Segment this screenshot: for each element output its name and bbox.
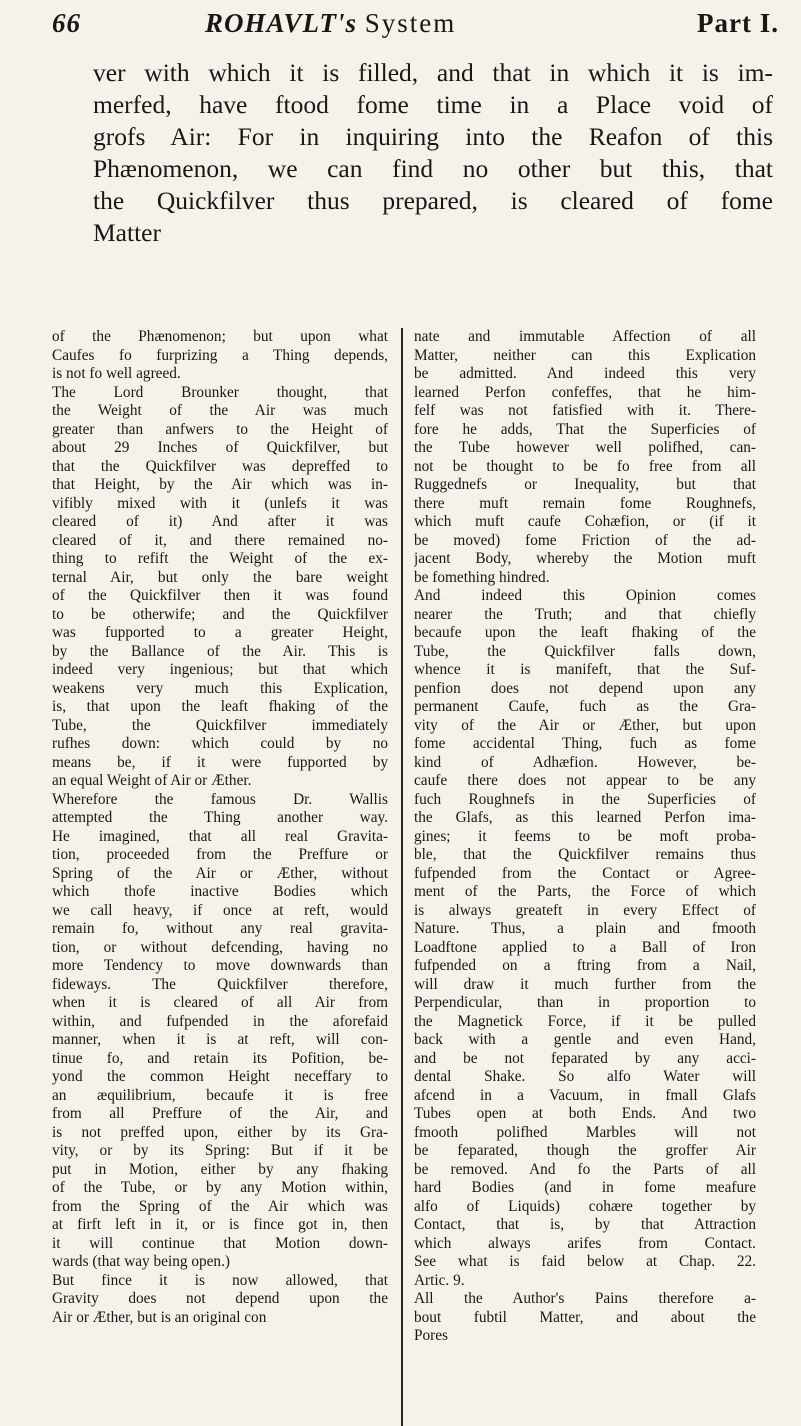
lead-line: the Quickfilver thus prepared, is cleared of fome bbox=[93, 186, 773, 215]
text-line: Nature. Thus, a plain and fmooth bbox=[414, 920, 756, 937]
text-line: Air or Æther, but is an original con bbox=[52, 1308, 267, 1326]
lead-line: merfed, have ftood fome time in a Place void of bbox=[93, 90, 773, 119]
text-line: tion, proceeded from the Preffure or bbox=[52, 846, 388, 863]
text-line: within, and fufpended in the aforefaid bbox=[52, 1012, 388, 1030]
text-line: weakens very much this Explication, bbox=[52, 679, 388, 697]
text-line: that the Quickfilver was depreffed to bbox=[52, 457, 388, 475]
text-line: bout fubtil Matter, and about the bbox=[414, 1308, 756, 1326]
text-line: which muft caufe Cohæfion, or (if it bbox=[414, 513, 756, 530]
text-line: be moved) fome Friction of the ad- bbox=[414, 531, 756, 549]
text-line: tion, or without defcending, having no bbox=[52, 938, 388, 956]
text-line: cleared of it) And after it was bbox=[52, 513, 388, 530]
text-line: the Glafs, as this learned Perfon ima- bbox=[414, 809, 756, 826]
text-line: is, that upon the leaft fhaking of the bbox=[52, 698, 388, 715]
text-line: greater than anfwers to the Height of bbox=[52, 420, 388, 438]
text-line: fufpended from the Contact or Agree- bbox=[414, 864, 756, 882]
text-line: there muft remain fome Roughnefs, bbox=[414, 494, 756, 512]
text-line: be removed. And fo the Parts of all bbox=[414, 1160, 756, 1178]
text-line: Tube, the Quickfilver immediately bbox=[52, 716, 388, 734]
text-line: vifibly mixed with it (unlefs it was bbox=[52, 494, 388, 512]
text-line: attempted the Thing another way. bbox=[52, 809, 388, 826]
text-line: by the Ballance of the Air. This is bbox=[52, 642, 388, 660]
text-line: thing to refift the Weight of the ex- bbox=[52, 550, 388, 567]
text-line: of the Quickfilver then it was found bbox=[52, 587, 388, 604]
text-line: ble, that the Quickfilver remains thus bbox=[414, 846, 756, 863]
text-line: ternal Air, but only the bare weight bbox=[52, 568, 388, 586]
text-line: is not fo well agreed. bbox=[52, 365, 181, 382]
text-line: Tubes open at both Ends. And two bbox=[414, 1105, 756, 1122]
text-line: be fomething hindred. bbox=[414, 568, 550, 586]
text-line: gines; it feems to be moft proba- bbox=[414, 827, 756, 845]
text-line: vity of the Air or Æther, but upon bbox=[414, 716, 756, 734]
text-line: Caufes fo furprizing a Thing depends, bbox=[52, 346, 388, 364]
text-line: fuch Roughnefs in the Superficies of bbox=[414, 790, 756, 808]
text-line: when it is cleared of all Air from bbox=[52, 994, 388, 1011]
text-line: Contact, that is, by that Attraction bbox=[414, 1216, 756, 1233]
text-line: which always arifes from Contact. bbox=[414, 1234, 756, 1252]
text-line: of the Phænomenon; but upon what bbox=[52, 328, 388, 345]
text-line: learned Perfon confeffes, that he him- bbox=[414, 383, 756, 401]
text-line: All the Author's Pains therefore a- bbox=[414, 1290, 756, 1307]
text-line: fome accidental Thing, fuch as fome bbox=[414, 735, 756, 752]
text-line: the Weight of the Air was much bbox=[52, 402, 388, 419]
text-line: See what is faid below at Chap. 22. bbox=[414, 1253, 756, 1270]
text-line: be admitted. And indeed this very bbox=[414, 365, 756, 382]
text-line: penfion does not depend upon any bbox=[414, 679, 756, 697]
text-line: at firft left in it, or is fince got in, then bbox=[52, 1216, 388, 1233]
text-line: Wherefore the famous Dr. Wallis bbox=[52, 790, 388, 808]
text-line: indeed very ingenious; but that which bbox=[52, 661, 388, 678]
text-line: afcend in a Vacuum, in fmall Glafs bbox=[414, 1086, 756, 1104]
text-line: vity, or by its Spring: But if it be bbox=[52, 1142, 388, 1159]
right-column bbox=[414, 328, 756, 1346]
text-line: alfo of Liquids) cohære together by bbox=[414, 1197, 756, 1215]
text-line: caufe there does not appear to be any bbox=[414, 772, 756, 789]
lead-line: Phænomenon, we can find no other but this, that bbox=[93, 154, 773, 183]
text-line: about 29 Inches of Quickfilver, but bbox=[52, 439, 388, 456]
text-line: more Tendency to move downwards than bbox=[52, 957, 388, 974]
text-line: nearer the Truth; and that chiefly bbox=[414, 605, 756, 623]
text-line: yond the common Height neceffary to bbox=[52, 1068, 388, 1085]
lead-line: ver with which it is filled, and that in which it is im- bbox=[93, 58, 773, 87]
text-line: And indeed this Opinion comes bbox=[414, 587, 756, 604]
text-line: dental Shake. So alfo Water will bbox=[414, 1068, 756, 1085]
column-divider bbox=[401, 328, 403, 1426]
text-line: permanent Caufe, fuch as the Gra- bbox=[414, 698, 756, 715]
text-line: which thofe inactive Bodies which bbox=[52, 883, 388, 900]
text-line: ment of the Parts, the Force of which bbox=[414, 883, 756, 900]
text-line: an æquilibrium, becaufe it is free bbox=[52, 1086, 388, 1104]
text-line: we call heavy, if once at reft, would bbox=[52, 901, 388, 919]
text-line: it will continue that Motion down- bbox=[52, 1234, 388, 1252]
text-line: becaufe upon the leaft fhaking of the bbox=[414, 624, 756, 641]
text-line: He imagined, that all real Gravita- bbox=[52, 827, 388, 845]
running-title-name: ROHAVLT's bbox=[205, 8, 358, 38]
text-line: means be, if it were fupported by bbox=[52, 753, 388, 771]
text-line: Tube, the Quickfilver falls down, bbox=[414, 642, 756, 660]
text-line: wards (that way being open.) bbox=[52, 1253, 230, 1270]
text-line: rufhes down: which could by no bbox=[52, 735, 388, 752]
text-line: Artic. 9. bbox=[414, 1271, 465, 1289]
text-line: Matter, neither can this Explication bbox=[414, 346, 756, 364]
text-line: was fupported to a greater Height, bbox=[52, 624, 388, 641]
text-line: manner, when it is at reft, will con- bbox=[52, 1031, 388, 1048]
text-line: is always greateft in every Effect of bbox=[414, 901, 756, 919]
text-line: nate and immutable Affection of all bbox=[414, 328, 756, 345]
text-line: put in Motion, either by any fhaking bbox=[52, 1160, 388, 1178]
lead-paragraph bbox=[93, 57, 773, 249]
text-line: fideways. The Quickfilver therefore, bbox=[52, 975, 388, 993]
text-line: remain fo, without any real gravita- bbox=[52, 920, 388, 937]
running-head bbox=[52, 8, 779, 48]
page-number: 66 bbox=[52, 8, 81, 38]
text-line: kind of Adhæfion. However, be- bbox=[414, 753, 756, 771]
text-line: that Height, by the Air which was in- bbox=[52, 476, 388, 493]
text-line: But fince it is now allowed, that bbox=[52, 1271, 388, 1289]
text-line: fmooth polifhed Marbles will not bbox=[414, 1123, 756, 1141]
text-line: back with a gentle and even Hand, bbox=[414, 1031, 756, 1048]
text-line: of the Tube, or by any Motion within, bbox=[52, 1179, 388, 1196]
text-line: from the Spring of the Air which was bbox=[52, 1197, 388, 1215]
text-line: cleared of it, and there remained no- bbox=[52, 531, 388, 549]
text-line: the Magnetick Force, if it be pulled bbox=[414, 1012, 756, 1030]
text-line: not be thought to be fo free from all bbox=[414, 457, 756, 475]
text-line: Perpendicular, than in proportion to bbox=[414, 994, 756, 1011]
left-column bbox=[52, 328, 388, 1327]
lead-line: grofs Air: For in inquiring into the Reafon of this bbox=[93, 122, 773, 151]
text-line: hard Bodies (and in fome meafure bbox=[414, 1179, 756, 1196]
text-line: is not preffed upon, either by its Gra- bbox=[52, 1123, 388, 1141]
text-line: will draw it much further from the bbox=[414, 975, 756, 993]
running-title bbox=[205, 8, 456, 39]
text-line: and be not feparated by any acci- bbox=[414, 1049, 756, 1067]
text-line: The Lord Brounker thought, that bbox=[52, 383, 388, 401]
text-line: from all Preffure of the Air, and bbox=[52, 1105, 388, 1122]
text-line: Gravity does not depend upon the bbox=[52, 1290, 388, 1307]
text-line: be feparated, though the groffer Air bbox=[414, 1142, 756, 1159]
text-line: felf was not fatisfied with it. There- bbox=[414, 402, 756, 419]
text-line: Spring of the Air or Æther, without bbox=[52, 864, 388, 882]
text-line: Pores bbox=[414, 1327, 448, 1344]
text-line: whence it is manifeft, that the Suf- bbox=[414, 661, 756, 678]
text-line: tinue fo, and retain its Pofition, be- bbox=[52, 1049, 388, 1067]
catchword: Matter bbox=[93, 218, 161, 247]
text-line: to be otherwife; and the Quickfilver bbox=[52, 605, 388, 623]
text-line: Ruggednefs or Inequality, but that bbox=[414, 476, 756, 493]
text-line: fore he adds, That the Superficies of bbox=[414, 420, 756, 438]
text-line: the Tube however well polifhed, can- bbox=[414, 439, 756, 456]
part-label: Part I. bbox=[697, 8, 779, 38]
text-line: Loadftone applied to a Ball of Iron bbox=[414, 938, 756, 956]
text-line: an equal Weight of Air or Æther. bbox=[52, 772, 252, 789]
text-line: fufpended on a ftring from a Nail, bbox=[414, 957, 756, 974]
text-line: jacent Body, whereby the Motion muft bbox=[414, 550, 756, 567]
running-title-system: System bbox=[364, 8, 457, 38]
